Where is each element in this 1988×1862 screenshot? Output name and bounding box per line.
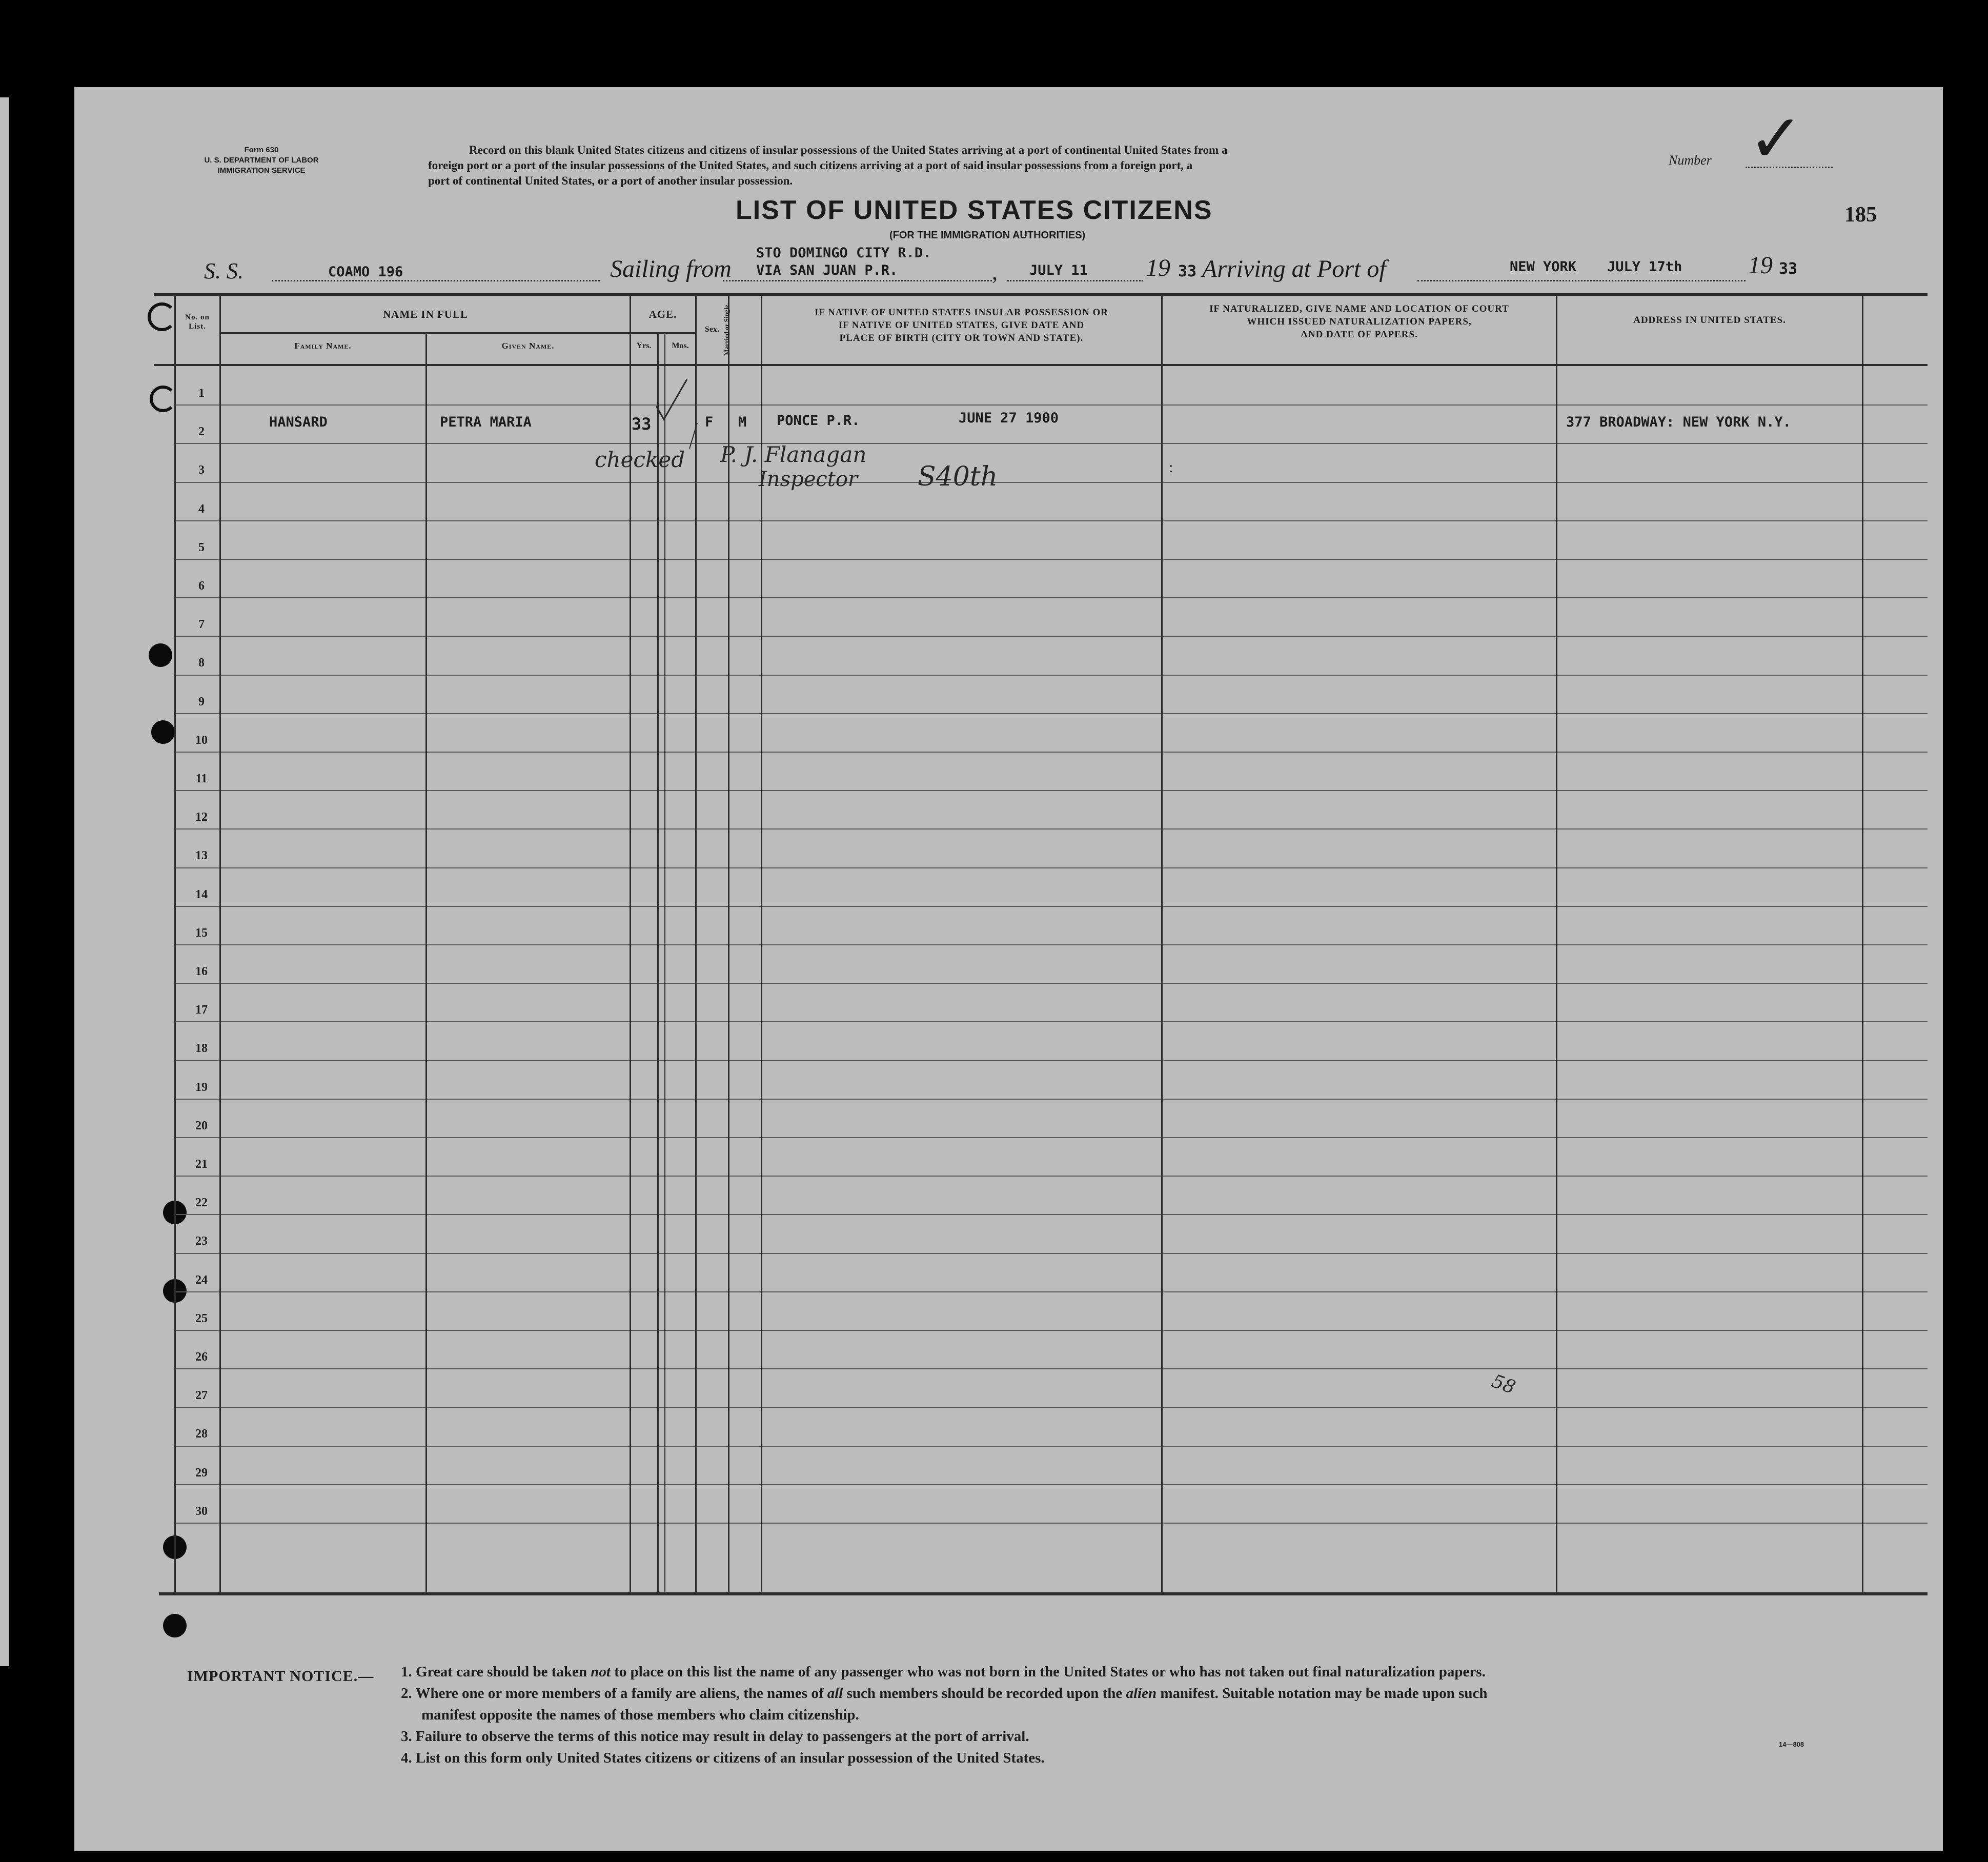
row-number: 18 <box>195 1042 208 1055</box>
row-number: 23 <box>195 1234 208 1248</box>
row-number: 10 <box>195 734 208 747</box>
col-header-name: NAME IN FULL <box>382 308 468 320</box>
sailing-label: Sailing from <box>610 255 732 282</box>
sailing-date: JULY 11 <box>1029 262 1088 278</box>
notice-text: 2. Where one or more members of a family are aliens, the names of <box>401 1685 824 1702</box>
row-rule <box>174 1407 1928 1408</box>
instruction-line: Record on this blank United States citizens and citizens of insular possessions of the United States arriving at a port of continental United States from a <box>469 144 1228 156</box>
col-header-birth-line: IF NATIVE OF UNITED STATES, GIVE DATE AND <box>838 320 1085 331</box>
row-number: 5 <box>198 541 205 554</box>
notice-text: to place on this list the name of any passenger who was not born in the United States or who has not taken out final naturalization papers. <box>614 1664 1486 1680</box>
row-rule <box>174 1484 1928 1485</box>
row-number: 16 <box>195 965 208 978</box>
col-rule-address <box>1556 295 1557 1594</box>
row-number: 2 <box>198 425 205 438</box>
row-number: 28 <box>195 1427 208 1441</box>
sailing-year-prefix: 19 <box>1146 254 1170 281</box>
ship-name: COAMO 196 <box>328 264 403 280</box>
sailing-date-line <box>1007 280 1143 281</box>
row-rule <box>174 597 1928 598</box>
entry-birth-date: JUNE 27 1900 <box>959 410 1059 426</box>
row-number: 15 <box>195 926 208 940</box>
row-number: 26 <box>195 1350 208 1364</box>
col-header-naturalized-line: AND DATE OF PAPERS. <box>1301 329 1418 340</box>
row-number: 4 <box>198 502 205 516</box>
col-header-no: No. on List. <box>185 313 210 331</box>
notice-emphasis: not <box>591 1664 611 1680</box>
entry-family-name: HANSARD <box>269 414 328 430</box>
notice-emphasis: alien <box>1126 1685 1157 1702</box>
col-header-sex: Sex. <box>705 325 719 334</box>
col-header-address: ADDRESS IN UNITED STATES. <box>1633 315 1786 326</box>
row-rule <box>174 752 1928 753</box>
instruction-line: foreign port or a port of the insular possessions of the United States, and such citizens arriving at a port of said insular possessions from a foreign port, a <box>428 159 1193 172</box>
page-subtitle: (FOR THE IMMIGRATION AUTHORITIES) <box>889 230 1086 241</box>
binder-hole-partial <box>148 302 176 331</box>
instruction-line: port of continental United States, or a port of another insular possession. <box>428 174 793 187</box>
arrival-port: NEW YORK <box>1510 259 1577 275</box>
table-bottom-border <box>159 1592 1928 1595</box>
ship-line <box>272 280 600 281</box>
row-number: 25 <box>195 1312 208 1325</box>
col-header-birth-line: IF NATIVE OF UNITED STATES INSULAR POSSESSION OR <box>815 307 1108 318</box>
col-rule-right <box>1862 295 1863 1594</box>
row-number: 27 <box>195 1389 208 1402</box>
row-rule <box>174 867 1928 868</box>
row-rule <box>174 828 1928 829</box>
notice-item-2 <box>401 1683 1862 1704</box>
row-number: 9 <box>198 695 205 709</box>
row-rule <box>174 1137 1928 1138</box>
col-rule-no <box>174 295 176 1594</box>
notice-heading: IMPORTANT NOTICE.— <box>187 1668 374 1685</box>
row-rule <box>174 1368 1928 1369</box>
row-number: 8 <box>198 656 205 670</box>
col-header-birth-line: PLACE OF BIRTH (CITY OR TOWN AND STATE). <box>839 333 1084 343</box>
row-number: 14 <box>195 888 208 901</box>
number-label: Number <box>1669 153 1712 168</box>
handwritten-note: S40th <box>918 461 998 492</box>
binder-hole <box>151 720 175 744</box>
col-header-naturalized-line: IF NATURALIZED, GIVE NAME AND LOCATION OF COURT <box>1209 303 1509 314</box>
col-header-married: Married or Single. <box>722 303 730 356</box>
page-number: 185 <box>1844 203 1877 227</box>
binder-hole <box>163 1614 187 1637</box>
notice-emphasis: all <box>827 1685 843 1702</box>
header-bottom-border <box>154 364 1928 366</box>
comma: , <box>992 259 998 285</box>
row-rule <box>174 790 1928 791</box>
entry-age-years: 33 <box>632 414 652 434</box>
stray-mark: : <box>1169 459 1173 476</box>
entry-given-name: PETRA MARIA <box>440 414 532 430</box>
row-rule <box>174 1253 1928 1254</box>
table-top-border <box>154 293 1928 296</box>
row-rule <box>174 443 1928 444</box>
row-rule <box>174 1330 1928 1331</box>
handwritten-inspector-title: Inspector <box>759 468 858 491</box>
row-rule <box>174 559 1928 560</box>
col-rule-married <box>728 295 729 1594</box>
col-header-yrs: Yrs. <box>636 341 652 350</box>
department-label: U. S. DEPARTMENT OF LABOR <box>204 156 319 165</box>
row-number: 7 <box>198 618 205 631</box>
notice-text: such members should be recorded upon the <box>846 1685 1123 1702</box>
binder-hole-partial <box>150 386 176 412</box>
col-header-given: Given Name. <box>501 341 555 351</box>
arriving-label: Arriving at Port of <box>1202 255 1386 282</box>
row-number: 30 <box>195 1505 208 1518</box>
row-number: 21 <box>195 1158 208 1171</box>
page-title: LIST OF UNITED STATES CITIZENS <box>736 195 1213 225</box>
col-header-naturalized-line: WHICH ISSUED NATURALIZATION PAPERS, <box>1247 316 1472 327</box>
notice-body <box>401 1661 1862 1769</box>
notice-item-2-cont: manifest opposite the names of those members who claim citizenship. <box>421 1707 859 1723</box>
notice-text: 1. Great care should be taken <box>401 1664 587 1680</box>
arrival-year: 33 <box>1779 260 1798 278</box>
row-number: 6 <box>198 579 205 593</box>
sailing-year: 33 <box>1178 262 1197 280</box>
instructions <box>428 143 1633 189</box>
row-number: 17 <box>195 1003 208 1017</box>
footer-code: 14—808 <box>1779 1740 1804 1748</box>
service-label: IMMIGRATION SERVICE <box>217 166 306 175</box>
col-rule-family <box>219 295 221 1594</box>
row-rule <box>174 906 1928 907</box>
row-number: 11 <box>195 772 208 785</box>
arrival-year-prefix: 19 <box>1748 252 1773 279</box>
entry-birth-place: PONCE P.R. <box>777 413 860 429</box>
row-number: 13 <box>195 849 208 862</box>
row-rule <box>174 944 1928 945</box>
row-rule <box>174 636 1928 637</box>
entry-married: M <box>738 414 747 430</box>
col-header-mos: Mos. <box>672 341 689 350</box>
sailing-from-port: STO DOMINGO CITY R.D. <box>756 245 931 261</box>
row-rule <box>174 1446 1928 1447</box>
col-header-naturalized <box>1163 302 1556 341</box>
entry-sex: F <box>705 414 714 430</box>
handwritten-inspector-name: P. J. Flanagan <box>720 442 867 467</box>
row-number: 20 <box>195 1119 208 1132</box>
col-header-age: AGE. <box>648 308 677 320</box>
left-edge-strip <box>0 97 9 1666</box>
row-rule <box>174 1021 1928 1022</box>
col-rule-age <box>630 295 631 1594</box>
row-rule <box>174 404 1928 406</box>
row-number: 24 <box>195 1273 208 1287</box>
row-rule <box>174 1099 1928 1100</box>
form-id-block <box>169 145 354 176</box>
entry-address: 377 BROADWAY: NEW YORK N.Y. <box>1566 414 1791 430</box>
row-rule <box>174 1523 1928 1524</box>
row-number: 22 <box>195 1196 208 1209</box>
row-number: 3 <box>198 463 205 477</box>
row-rule <box>174 1176 1928 1177</box>
row-rule <box>174 675 1928 676</box>
col-rule-given <box>425 332 427 1594</box>
row-rule <box>174 482 1928 483</box>
notice-text: manifest. Suitable notation may be made upon such <box>1160 1685 1488 1702</box>
row-rule <box>174 520 1928 521</box>
name-header-divider <box>220 332 636 334</box>
age-header-divider <box>630 332 695 334</box>
notice-item-3: 3. Failure to observe the terms of this notice may result in delay to passengers at the port of arrival. <box>401 1728 1029 1745</box>
row-number: 12 <box>195 811 208 824</box>
arrival-port-line <box>1417 280 1746 281</box>
handwritten-checked: checked <box>595 447 685 472</box>
row-rule <box>174 713 1928 714</box>
row-rule <box>174 1291 1928 1292</box>
ss-label: S. S. <box>204 258 244 284</box>
margin-mark: 58 <box>1489 1370 1518 1399</box>
row-number: 19 <box>195 1081 208 1094</box>
row-number: 29 <box>195 1466 208 1480</box>
col-header-birth <box>762 306 1161 345</box>
row-rule <box>174 1060 1928 1061</box>
sailing-from-line <box>723 280 992 281</box>
notice-item-1 <box>401 1661 1862 1683</box>
notice-item-4: 4. List on this form only United States citizens or citizens of an insular possession of the United States. <box>401 1750 1045 1766</box>
col-rule-naturalized <box>1161 295 1163 1594</box>
row-rule <box>174 1214 1928 1215</box>
check-mark: ✓ <box>1748 99 1804 177</box>
binder-hole <box>149 643 172 667</box>
row-number: 1 <box>198 387 205 400</box>
sailing-via-port: VIA SAN JUAN P.R. <box>756 262 898 278</box>
col-header-family: Family Name. <box>294 341 352 351</box>
row-rule <box>174 983 1928 984</box>
arrival-date: JULY 17th <box>1607 259 1682 275</box>
form-number: Form 630 <box>244 146 279 154</box>
